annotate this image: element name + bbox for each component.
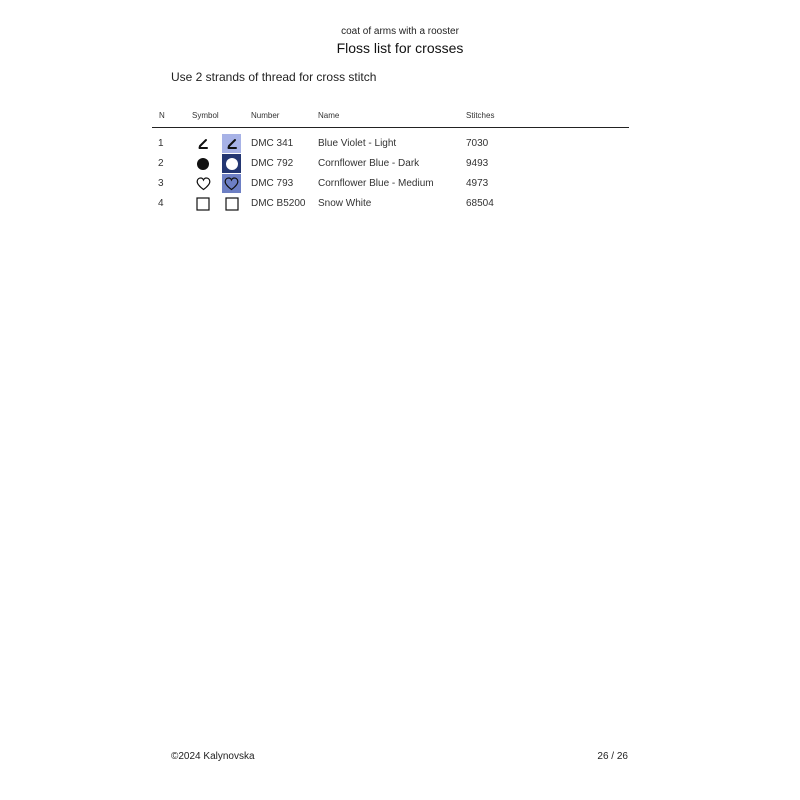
floss-name: Blue Violet - Light [318,138,397,149]
floss-name: Cornflower Blue - Dark [318,158,420,169]
floss-number: DMC 341 [251,138,294,149]
floss-number: DMC 792 [251,158,294,169]
stitch-count: 9493 [466,158,489,169]
slash-mark-icon [225,137,239,151]
floss-number: DMC 793 [251,178,294,189]
color-swatch [222,134,241,153]
column-header-number: Number [251,111,280,120]
table-row [152,174,629,194]
page-title: Floss list for crosses [336,40,464,56]
filled-circle-icon [225,157,239,171]
column-header-symbol: Symbol [192,111,219,120]
row-index: 4 [158,198,164,209]
table-row [152,194,629,214]
pattern-subtitle: coat of arms with a rooster [341,26,459,37]
column-header-stitches: Stitches [466,111,495,120]
table-row [152,154,629,174]
floss-name: Cornflower Blue - Medium [318,178,434,189]
square-outline-icon [225,197,239,211]
table-row [152,134,629,154]
stitch-count: 7030 [466,138,489,149]
filled-circle-icon [194,155,212,173]
column-header-n: N [159,111,165,120]
floss-number: DMC B5200 [251,198,306,209]
copyright-text: ©2024 Kalynovska [171,751,255,762]
color-swatch [222,194,241,213]
row-index: 2 [158,158,164,169]
table-header [152,110,629,128]
floss-name: Snow White [318,198,372,209]
page-number: 26 / 26 [597,751,628,762]
stitch-count: 4973 [466,178,489,189]
square-outline-icon [194,195,212,213]
column-header-name: Name [318,111,340,120]
thread-instruction: Use 2 strands of thread for cross stitch [171,70,377,84]
slash-mark-icon [194,135,212,153]
row-index: 1 [158,138,164,149]
heart-outline-icon [224,177,239,191]
color-swatch [222,174,241,193]
heart-outline-icon [194,175,212,193]
color-swatch [222,154,241,173]
stitch-count: 68504 [466,198,494,209]
row-index: 3 [158,178,164,189]
